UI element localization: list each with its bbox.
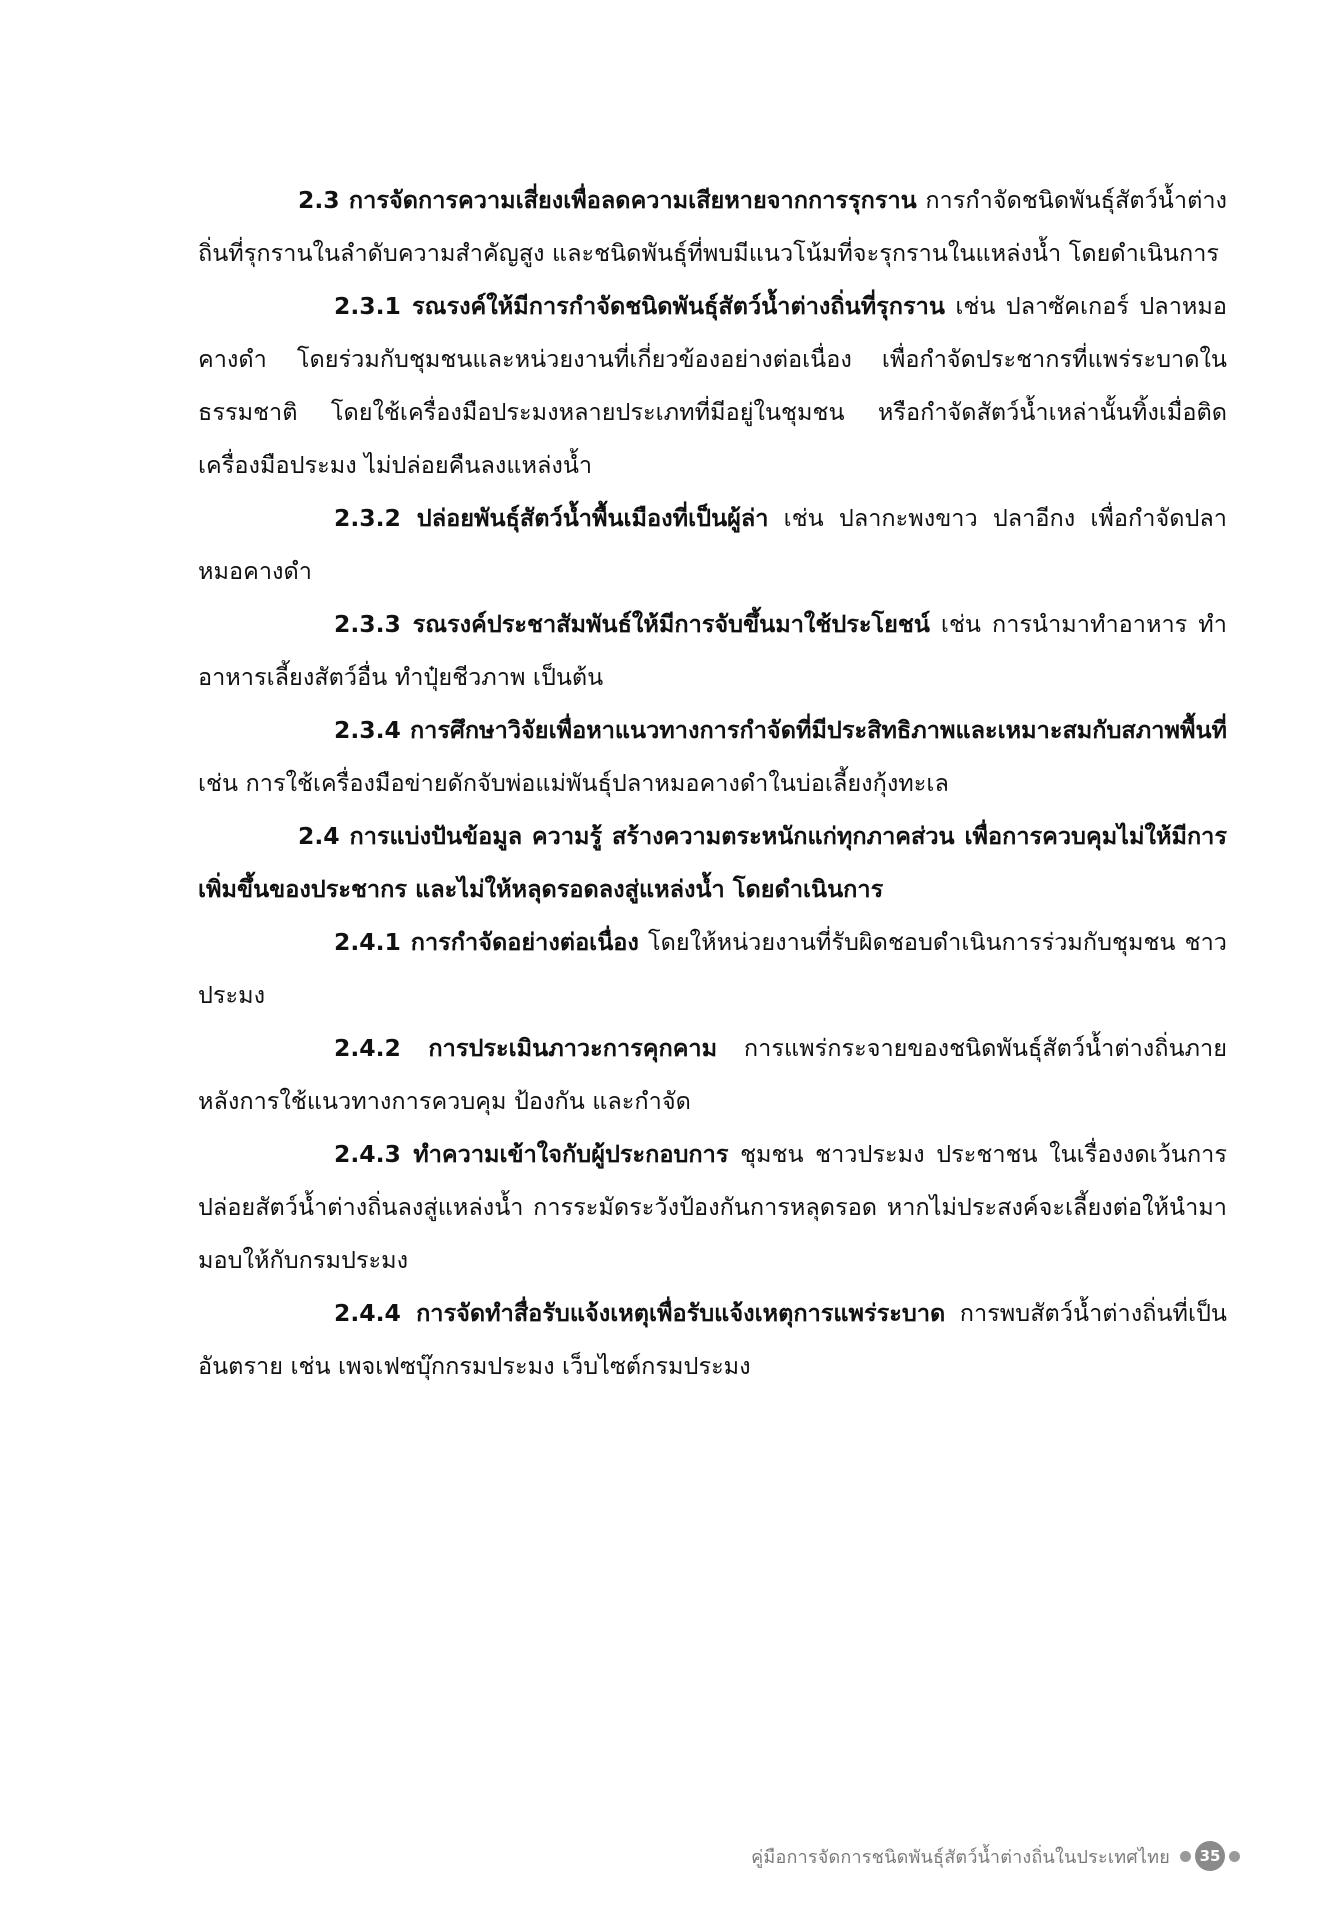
paragraph-2-4-4: [198, 1287, 1227, 1393]
text-2-3: การกำจัดชนิดพันธุ์สัตว์น้ำต่างถิ่นที่รุกรานในลำดับความสำคัญสูง และชนิดพันธุ์ที่พบมีแนวโน้มที่จะรุกรานในแหล่งน้ำ โดยดำเนินการ: [198, 186, 1227, 267]
heading-2-3-2: 2.3.2 ปล่อยพันธุ์สัตว์น้ำพื้นเมืองที่เป็นผู้ล่า: [334, 504, 769, 532]
page-footer: [740, 1836, 1240, 1876]
page-number-badge: 35: [1195, 1841, 1225, 1871]
heading-2-4-1: 2.4.1 การกำจัดอย่างต่อเนื่อง: [334, 928, 639, 956]
heading-2-4-4: 2.4.4 การจัดทำสื่อรับแจ้งเหตุเพื่อรับแจ้งเหตุการแพร่ระบาด: [334, 1299, 946, 1327]
heading-2-4-3: 2.4.3 ทำความเข้าใจกับผู้ประกอบการ: [334, 1140, 729, 1168]
paragraph-2-3-4: [198, 704, 1227, 810]
text-2-4-3: ชุมชน ชาวประมง ประชาชน ในเรื่องงดเว้นการปล่อยสัตว์น้ำต่างถิ่นลงสู่แหล่งน้ำ การระมัดระวังป้องกันการหลุดรอด หากไม่ประสงค์จะเลี้ยงต่อให้นำมามอบให้กับกรมประมง: [198, 1140, 1227, 1274]
text-2-4-2: การแพร่กระจายของชนิดพันธุ์สัตว์น้ำต่างถิ่นภายหลังการใช้แนวทางการควบคุม ป้องกัน และกำจัด: [198, 1034, 1227, 1115]
heading-2-3-1: 2.3.1 รณรงค์ให้มีการกำจัดชนิดพันธุ์สัตว์น้ำต่างถิ่นที่รุกราน: [334, 292, 945, 320]
text-2-4-1: โดยให้หน่วยงานที่รับผิดชอบดำเนินการร่วมกับชุมชน ชาวประมง: [198, 928, 1227, 1009]
footer-dot-right: [1229, 1851, 1240, 1862]
paragraph-2-3: [198, 174, 1227, 280]
heading-2-3-4: 2.3.4 การศึกษาวิจัยเพื่อหาแนวทางการกำจัดที่มีประสิทธิภาพและเหมาะสมกับสภาพพื้นที่: [334, 716, 1227, 744]
paragraph-2-4-3: [198, 1128, 1227, 1287]
document-body: [198, 174, 1227, 1393]
heading-2-3-3: 2.3.3 รณรงค์ประชาสัมพันธ์ให้มีการจับขึ้นมาใช้ประโยชน์: [334, 610, 930, 638]
text-2-3-4: เช่น การใช้เครื่องมือข่ายดักจับพ่อแม่พันธุ์ปลาหมอคางดำในบ่อเลี้ยงกุ้งทะเล: [198, 769, 949, 797]
footer-dot-left: [1180, 1851, 1191, 1862]
heading-2-4-2: 2.4.2 การประเมินภาวะการคุกคาม: [334, 1034, 718, 1062]
text-2-4-4: การพบสัตว์น้ำต่างถิ่นที่เป็นอันตราย เช่น เพจเฟซบุ๊กกรมประมง เว็บไซต์กรมประมง: [198, 1299, 1227, 1380]
paragraph-2-4-1: [198, 916, 1227, 1022]
text-2-3-3: เช่น การนำมาทำอาหาร ทำอาหารเลี้ยงสัตว์อื่น ทำปุ๋ยชีวภาพ เป็นต้น: [198, 610, 1227, 691]
text-2-3-1: เช่น ปลาซัคเกอร์ ปลาหมอคางดำ โดยร่วมกับชุมชนและหน่วยงานที่เกี่ยวข้องอย่างต่อเนื่อง เพื่อกำจัดประชากรที่แพร่ระบาดในธรรมชาติ โดยใช้เครื่องมือประมงหลายประเภทที่มีอยู่ในชุมชน หรือกำจัดสัตว์น้ำเหล่านั้นทิ้งเมื่อติดเครื่องมือประมง ไม่ปล่อยคืนลงแหล่งน้ำ: [198, 292, 1227, 479]
paragraph-2-3-1: [198, 280, 1227, 492]
paragraph-2-4-2: [198, 1022, 1227, 1128]
heading-2-3: 2.3 การจัดการความเสี่ยงเพื่อลดความเสียหายจากการรุกราน: [298, 186, 917, 214]
paragraph-2-3-3: [198, 598, 1227, 704]
footer-title: คู่มือการจัดการชนิดพันธุ์สัตว์น้ำต่างถิ่นในประเทศไทย: [751, 1846, 1170, 1868]
heading-2-4: 2.4 การแบ่งปันข้อมูล ความรู้ สร้างความตระหนักแก่ทุกภาคส่วน เพื่อการควบคุมไม่ให้มีการเพิ่มขึ้นของประชากร และไม่ให้หลุดรอดลงสู่แหล่งน้ำ โดยดำเนินการ: [198, 822, 1227, 903]
text-2-3-2: เช่น ปลากะพงขาว ปลาอีกง เพื่อกำจัดปลาหมอคางดำ: [198, 504, 1227, 585]
paragraph-2-4: [198, 810, 1227, 916]
paragraph-2-3-2: [198, 492, 1227, 598]
